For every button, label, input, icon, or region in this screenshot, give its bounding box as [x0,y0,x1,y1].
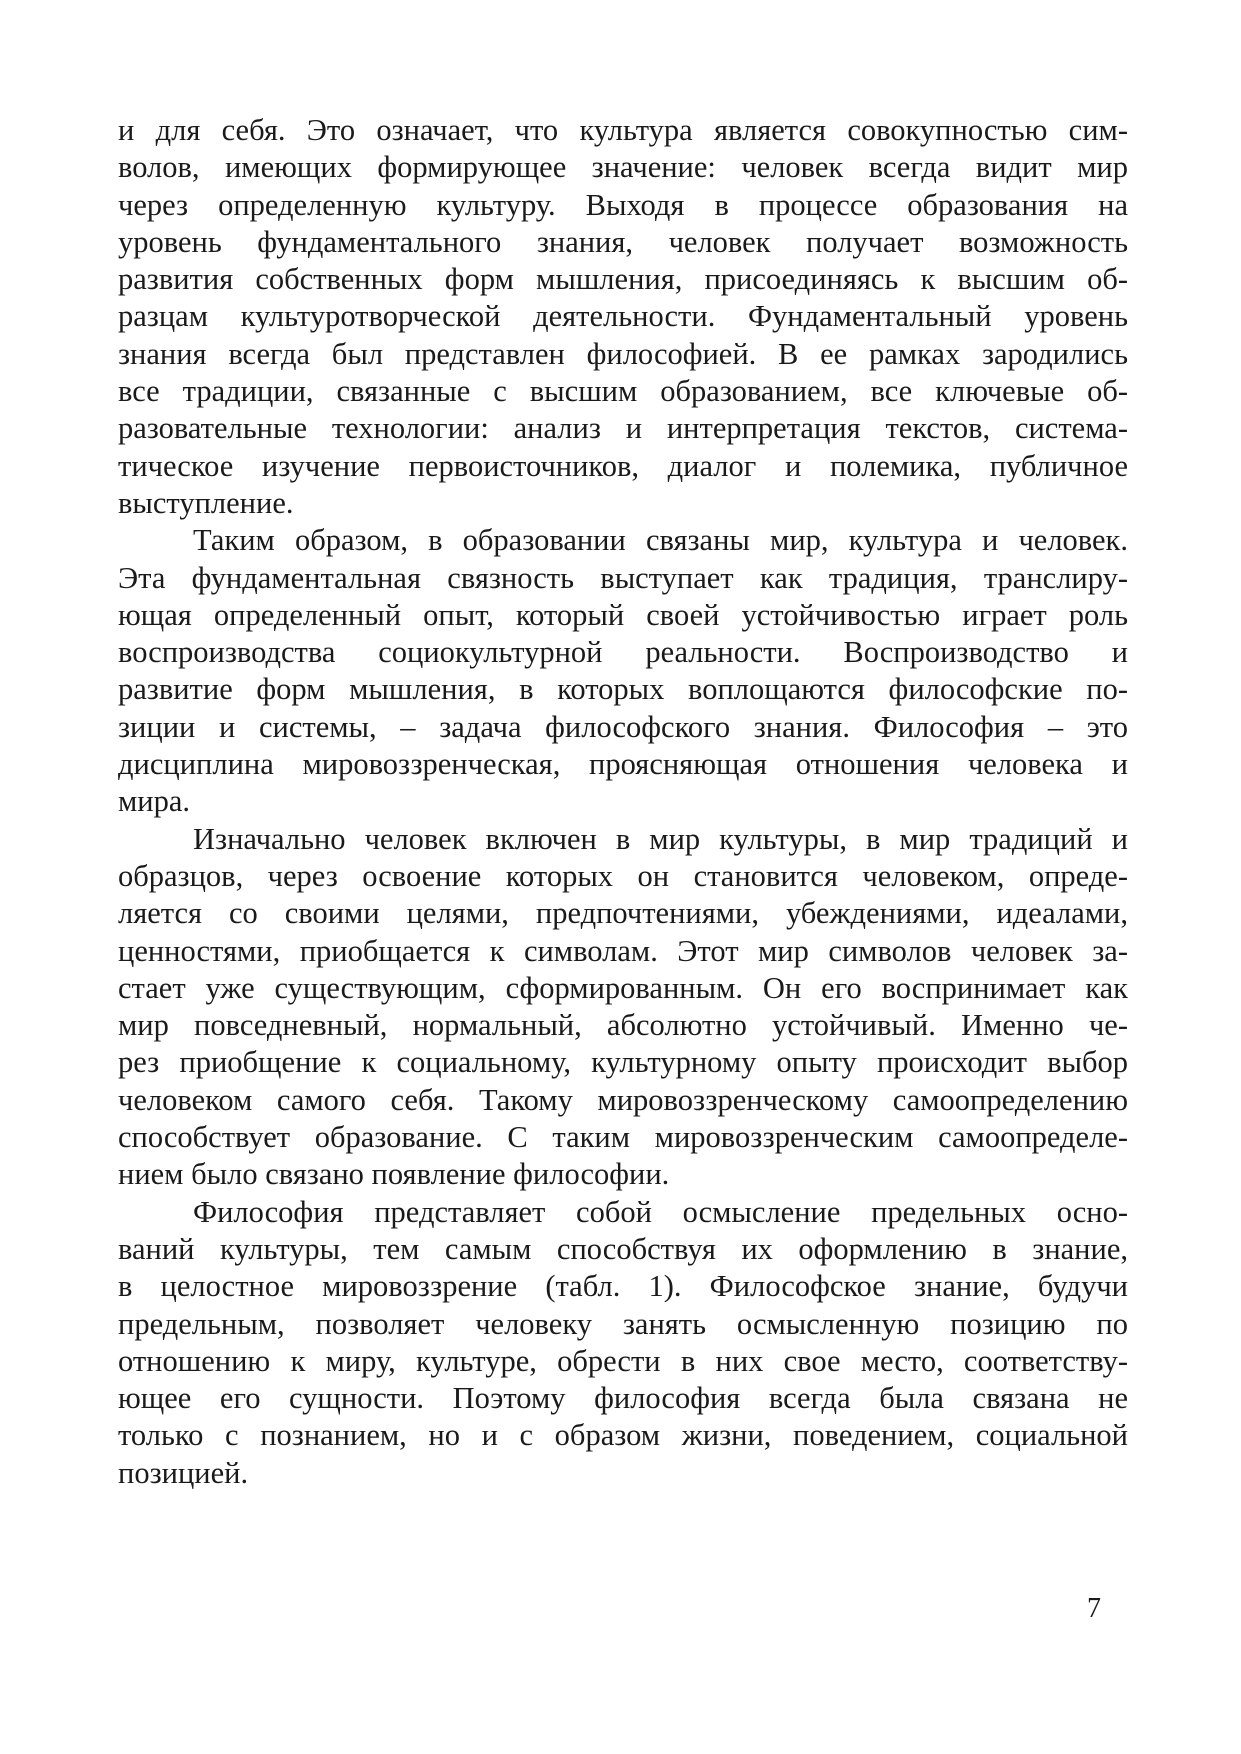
text-line: знания всегда был представлен философией. В ее рамках зародились [118,336,1128,371]
text-line: ляется со своими целями, предпочтениями, убеждениями, идеалами, [118,896,1128,931]
text-line: только с познанием, но и с образом жизни, поведением, социальной [118,1418,1128,1453]
text-line: нием было связано появление философии. [118,1157,670,1192]
text-line: разовательные технологии: анализ и интерпретация текстов, система- [118,411,1128,446]
text-line: Эта фундаментальная связность выступает как традиция, транслиру- [118,560,1128,595]
text-line: в целостное мировоззрение (табл. 1). Философское знание, будучи [118,1269,1128,1304]
text-line: волов, имеющих формирующее значение: человек всегда видит мир [118,150,1128,185]
text-line: Изначально человек включен в мир культуры, в мир традиций и [193,821,1128,856]
text-line: воспроизводства социокультурной реальности. Воспроизводство и [118,635,1128,670]
text-line: уровень фундаментального знания, человек получает возможность [118,224,1128,259]
text-line: дисциплина мировоззренческая, проясняющая отношения человека и [118,747,1128,782]
text-line: развитие форм мышления, в которых воплощаются философские по- [118,672,1128,707]
text-line: Таким образом, в образовании связаны мир, культура и человек. [193,523,1128,558]
text-line: образцов, через освоение которых он становится человеком, опреде- [118,858,1128,893]
text-line: мир повседневный, нормальный, абсолютно устойчивый. Именно че- [118,1008,1128,1043]
text-line: мира. [118,784,191,819]
body-text [118,112,1128,1492]
text-line: ценностями, приобщается к символам. Этот мир символов человек за- [118,933,1128,968]
text-line: Философия представляет собой осмысление предельных осно- [193,1194,1128,1229]
text-line: человеком самого себя. Такому мировоззренческому самоопределению [118,1082,1128,1117]
text-line: рез приобщение к социальному, культурному опыту происходит выбор [118,1045,1128,1080]
text-line: все традиции, связанные с высшим образованием, все ключевые об- [118,374,1128,409]
text-line: предельным, позволяет человеку занять осмысленную позицию по [118,1306,1128,1341]
text-line: позицией. [118,1455,249,1490]
text-line: стает уже существующим, сформированным. Он его воспринимает как [118,970,1128,1005]
text-line: зиции и системы, – задача философского знания. Философия – это [118,709,1128,744]
text-line: и для себя. Это означает, что культура является совокупностью сим- [118,113,1128,147]
text-line: ющее его сущности. Поэтому философия всегда была связана не [118,1381,1128,1416]
text-line: через определенную культуру. Выходя в процессе образования на [118,187,1128,222]
page-number: 7 [1087,1593,1101,1624]
text-line: выступление. [118,485,294,520]
text-line: ющая определенный опыт, который своей устойчивостью играет роль [118,597,1128,632]
text-line: ваний культуры, тем самым способствуя их оформлению в знание, [118,1231,1128,1266]
text-line: развития собственных форм мышления, присоединяясь к высшим об- [118,262,1128,297]
text-line: способствует образование. С таким мировоззренческим самоопределе- [118,1120,1128,1155]
text-line: разцам культуротворческой деятельности. Фундаментальный уровень [118,299,1128,334]
text-line: отношению к миру, культуре, обрести в них свое место, соответству- [118,1343,1128,1378]
text-line: тическое изучение первоисточников, диалог и полемика, публичное [118,448,1128,483]
